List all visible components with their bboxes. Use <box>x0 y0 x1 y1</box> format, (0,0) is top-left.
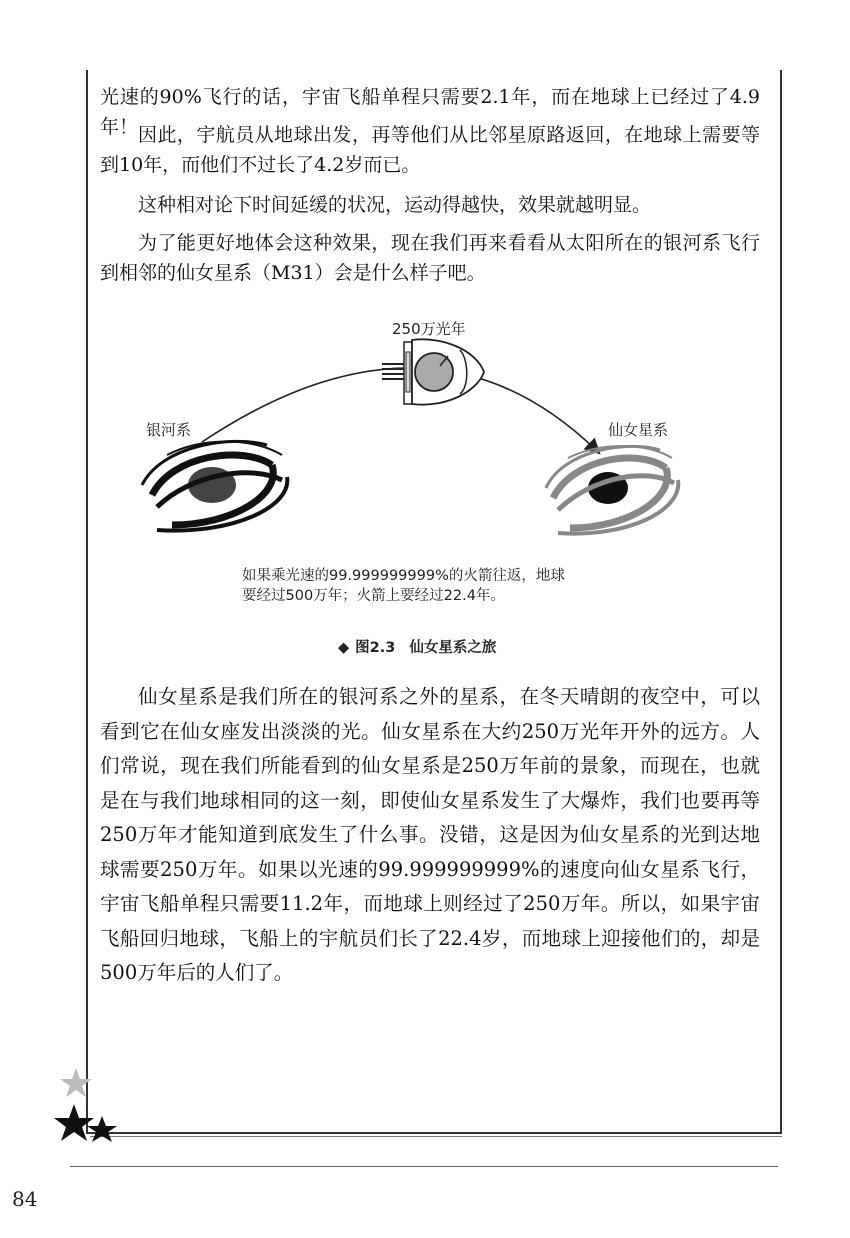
distance-label: 250万光年 <box>392 320 466 338</box>
figure-caption <box>338 636 496 657</box>
figure-note: 如果乘光速的99.999999999%的火箭往返，地球要经过500万年；火箭上要经过22.4年。 <box>242 568 565 604</box>
page-frame-shadow <box>90 1136 782 1137</box>
caption-title: 仙女星系之旅 <box>409 640 497 656</box>
trajectory-arc <box>202 368 596 450</box>
milky-way-galaxy-icon <box>142 441 287 530</box>
page-number: 84 <box>12 1187 38 1211</box>
paragraph-4: 为了能更好地体会这种效果，现在我们再来看看从太阳所在的银河系飞行到相邻的仙女星系（M31）会是什么样子吧。 <box>100 232 760 284</box>
figure-andromeda-journey <box>100 300 760 670</box>
paragraph-2: 因此，宇航员从地球出发，再等他们从比邻星原路返回，在地球上需要等到10年，而他们不过长了4.2岁而已。 <box>100 124 760 176</box>
dark-star-large-icon <box>54 1104 94 1141</box>
footer-rule <box>70 1166 778 1167</box>
paragraph-5: 仙女星系是我们所在的银河系之外的星系，在冬天晴朗的夜空中，可以看到它在仙女座发出淡淡的光。仙女星系在大约250万光年开外的远方。人们常说，现在我们所能看到的仙女星系是250万年前的景象，而现在，也就是在与我们地球相同的这一刻，即使仙女星系发生了大爆炸，我们也要再等250万年才能知道到底发生了什么事。没错，这是因为仙女星系的光到达地球需要250万年。如果以光速的99.999999999%的速度向仙女星系飞行，宇宙飞船单程只需要11.2年，而地球上则经过了250万年。所以，如果宇宙飞船回归地球，飞船上的宇航员们长了22.4岁，而地球上迎接他们的，却是500万年后的人们了。 <box>100 685 760 984</box>
andromeda-label: 仙女星系 <box>608 421 669 439</box>
light-star-icon <box>60 1068 92 1097</box>
milky-way-label: 银河系 <box>146 421 192 439</box>
caption-number: 图2.3 <box>355 640 396 656</box>
andromeda-galaxy-icon <box>546 446 678 534</box>
dark-star-small-icon <box>87 1116 117 1142</box>
rocket-icon <box>382 339 484 404</box>
paragraph-3: 这种相对论下时间延缓的状况，运动得越快，效果就越明显。 <box>138 194 652 216</box>
paragraph-1: 光速的90%飞行的话，宇宙飞船单程只需要2.1年，而在地球上已经过了4.9年！ <box>100 86 760 138</box>
decorative-stars-icon <box>54 1066 124 1156</box>
caption-diamond-icon: ◆ <box>338 640 350 656</box>
